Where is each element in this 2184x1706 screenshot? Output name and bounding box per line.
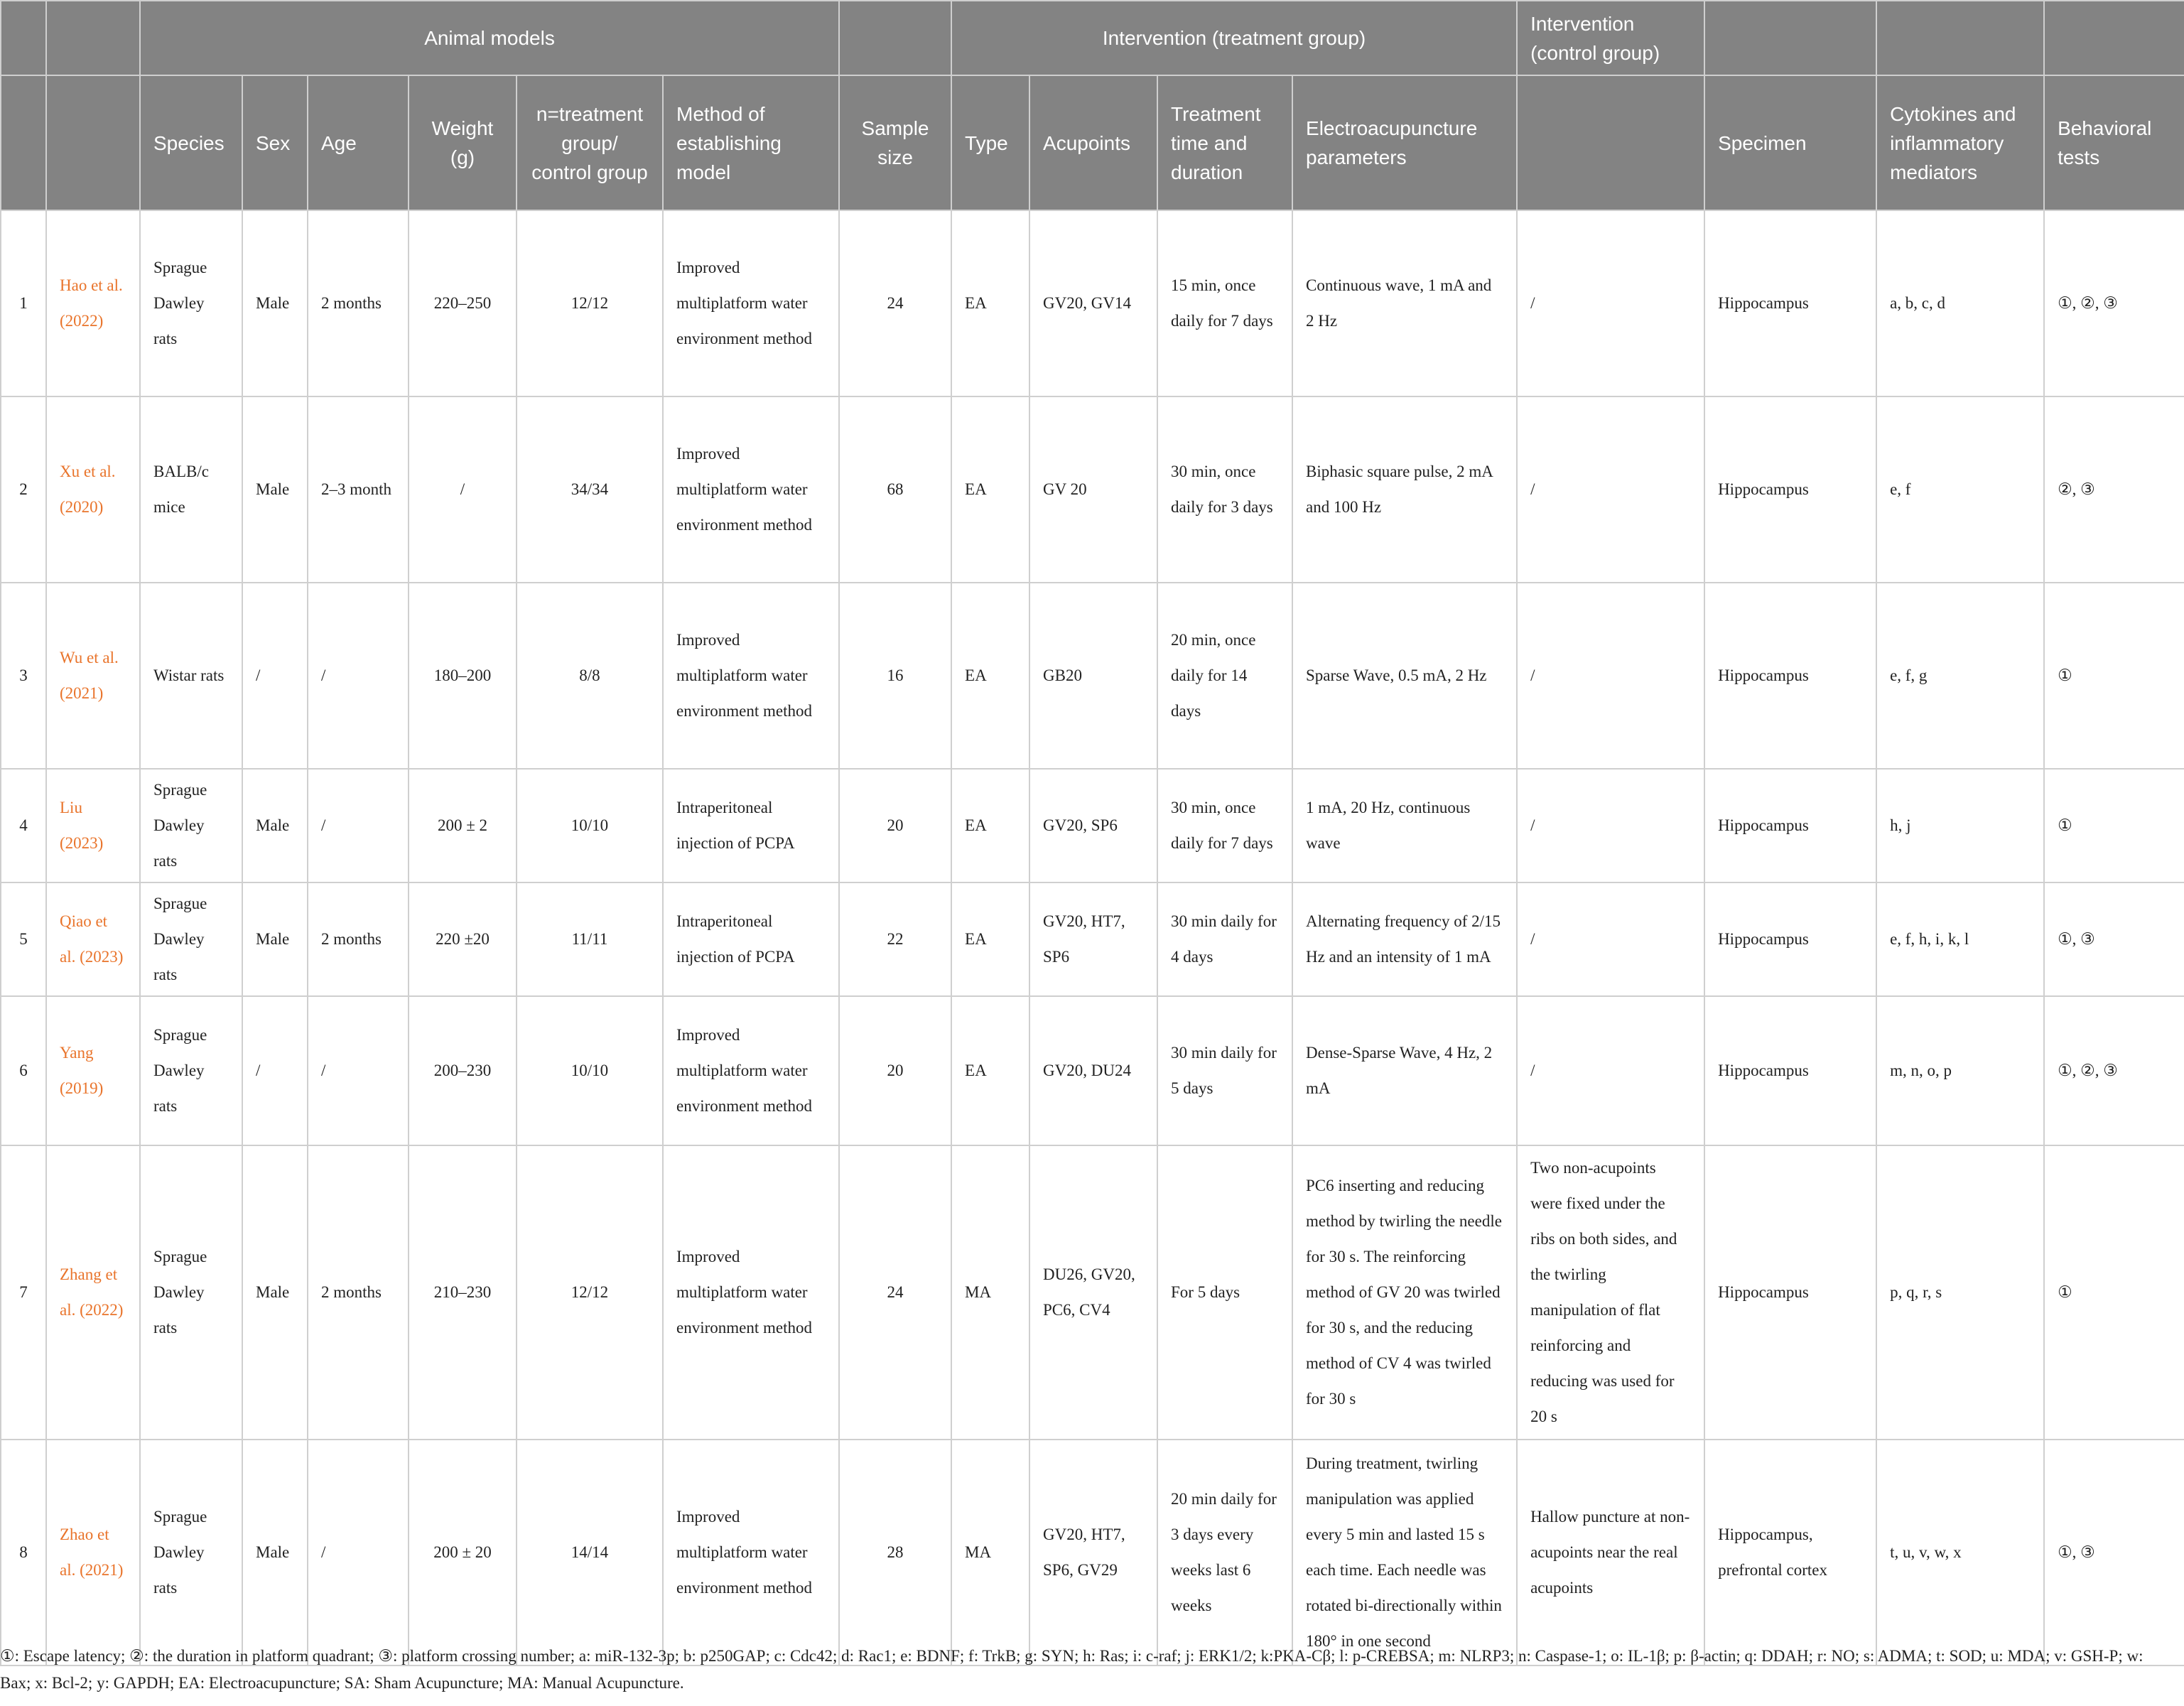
column-header-sex: Sex <box>242 75 308 210</box>
acupoints-cell: GV20, HT7, SP6, GV29 <box>1029 1440 1157 1665</box>
species-cell: BALB/c mice <box>140 396 242 583</box>
column-header-specimen: Specimen <box>1704 75 1876 210</box>
model-method-cell: Improved multiplatform water environment method <box>663 210 839 396</box>
acupoints-cell: GV20, SP6 <box>1029 769 1157 882</box>
header-intervention-treatment: Intervention (treatment group) <box>951 1 1517 75</box>
acupoints-cell: DU26, GV20, PC6, CV4 <box>1029 1145 1157 1440</box>
specimen-cell: Hippocampus <box>1704 882 1876 996</box>
sample-size-cell: 22 <box>839 882 951 996</box>
cytokines-cell: e, f, h, i, k, l <box>1876 882 2044 996</box>
control-intervention-cell: Two non-acupoints were fixed under the ribs on both sides, and the twirling manipulation of flat reinforcing and reducing was used for 20 s <box>1517 1145 1704 1440</box>
study-author-link[interactable]: Yang (2019) <box>46 996 140 1145</box>
study-number-cell: 7 <box>1 1145 46 1440</box>
behavioral-tests-cell: ①, ②, ③ <box>2044 996 2184 1145</box>
study-author-link[interactable]: Qiao et al. (2023) <box>46 882 140 996</box>
model-method-cell: Improved multiplatform water environment method <box>663 396 839 583</box>
column-header-acupoints: Acupoints <box>1029 75 1157 210</box>
treatment-time-cell: 20 min, once daily for 14 days <box>1157 583 1292 769</box>
model-method-cell: Improved multiplatform water environment method <box>663 583 839 769</box>
study-author-link[interactable]: Hao et al. (2022) <box>46 210 140 396</box>
cytokines-cell: p, q, r, s <box>1876 1145 2044 1440</box>
header-blank-sample <box>839 1 951 75</box>
header-blank-specimen <box>1704 1 1876 75</box>
cytokines-cell: e, f, g <box>1876 583 2044 769</box>
group-size-cell: 10/10 <box>517 769 663 882</box>
cytokines-cell: m, n, o, p <box>1876 996 2044 1145</box>
group-size-cell: 14/14 <box>517 1440 663 1665</box>
weight-cell: 210–230 <box>409 1145 517 1440</box>
header-animal-models: Animal models <box>140 1 839 75</box>
column-header-weight: Weight (g) <box>409 75 517 210</box>
study-number-cell: 1 <box>1 210 46 396</box>
ea-parameters-cell: 1 mA, 20 Hz, continuous wave <box>1292 769 1517 882</box>
species-cell: Sprague Dawley rats <box>140 1145 242 1440</box>
weight-cell: 220 ±20 <box>409 882 517 996</box>
behavioral-tests-cell: ①, ③ <box>2044 882 2184 996</box>
group-size-cell: 11/11 <box>517 882 663 996</box>
ea-parameters-cell: During treatment, twirling manipulation was applied every 5 min and lasted 15 s each time. Each needle was rotated bi-directionally within 180° in one second <box>1292 1440 1517 1665</box>
header-blank-cytokines <box>1876 1 2044 75</box>
treatment-time-cell: 30 min daily for 5 days <box>1157 996 1292 1145</box>
study-author-link[interactable]: Zhao et al. (2021) <box>46 1440 140 1665</box>
species-cell: Sprague Dawley rats <box>140 210 242 396</box>
control-intervention-cell: / <box>1517 996 1704 1145</box>
group-size-cell: 8/8 <box>517 583 663 769</box>
study-author-link[interactable]: Zhang et al. (2022) <box>46 1145 140 1440</box>
age-cell: 2–3 month <box>308 396 409 583</box>
column-header-ea-parameters: Electroacupuncture parameters <box>1292 75 1517 210</box>
species-cell: Sprague Dawley rats <box>140 996 242 1145</box>
treatment-time-cell: For 5 days <box>1157 1145 1292 1440</box>
intervention-type-cell: MA <box>951 1440 1029 1665</box>
specimen-cell: Hippocampus <box>1704 210 1876 396</box>
sex-cell: Male <box>242 396 308 583</box>
study-number-cell: 3 <box>1 583 46 769</box>
study-author-link[interactable]: Liu (2023) <box>46 769 140 882</box>
behavioral-tests-cell: ①, ②, ③ <box>2044 210 2184 396</box>
column-header-cytokines: Cytokines and inflammatory mediators <box>1876 75 2044 210</box>
sex-cell: / <box>242 996 308 1145</box>
sample-size-cell: 24 <box>839 210 951 396</box>
specimen-cell: Hippocampus <box>1704 583 1876 769</box>
column-header-type: Type <box>951 75 1029 210</box>
intervention-type-cell: EA <box>951 210 1029 396</box>
treatment-time-cell: 20 min daily for 3 days every weeks last 6 weeks <box>1157 1440 1292 1665</box>
sample-size-cell: 16 <box>839 583 951 769</box>
column-header-author <box>46 75 140 210</box>
table-row <box>1 769 2184 882</box>
study-number-cell: 5 <box>1 882 46 996</box>
behavioral-tests-cell: ① <box>2044 769 2184 882</box>
column-header-method: Method of establishing model <box>663 75 839 210</box>
sample-size-cell: 20 <box>839 996 951 1145</box>
header-blank-number <box>1 1 46 75</box>
sex-cell: Male <box>242 1145 308 1440</box>
group-size-cell: 34/34 <box>517 396 663 583</box>
behavioral-tests-cell: ① <box>2044 583 2184 769</box>
study-number-cell: 8 <box>1 1440 46 1665</box>
column-header-treatment-time: Treatment time and duration <box>1157 75 1292 210</box>
column-header-sample-size: Sample size <box>839 75 951 210</box>
table-row <box>1 1440 2184 1665</box>
sample-size-cell: 24 <box>839 1145 951 1440</box>
sample-size-cell: 68 <box>839 396 951 583</box>
model-method-cell: Improved multiplatform water environment method <box>663 1145 839 1440</box>
sex-cell: Male <box>242 1440 308 1665</box>
behavioral-tests-cell: ②, ③ <box>2044 396 2184 583</box>
age-cell: 2 months <box>308 1145 409 1440</box>
study-number-cell: 2 <box>1 396 46 583</box>
control-intervention-cell: / <box>1517 583 1704 769</box>
model-method-cell: Improved multiplatform water environment method <box>663 996 839 1145</box>
column-header-behavioral: Behavioral tests <box>2044 75 2184 210</box>
table-row <box>1 1145 2184 1440</box>
control-intervention-cell: Hallow puncture at non-acupoints near the real acupoints <box>1517 1440 1704 1665</box>
intervention-type-cell: EA <box>951 396 1029 583</box>
weight-cell: 220–250 <box>409 210 517 396</box>
specimen-cell: Hippocampus <box>1704 396 1876 583</box>
column-header-control <box>1517 75 1704 210</box>
sex-cell: Male <box>242 882 308 996</box>
table-row <box>1 396 2184 583</box>
treatment-time-cell: 30 min, once daily for 7 days <box>1157 769 1292 882</box>
acupoints-cell: GV20, HT7, SP6 <box>1029 882 1157 996</box>
cytokines-cell: e, f <box>1876 396 2044 583</box>
table-row <box>1 210 2184 396</box>
intervention-type-cell: EA <box>951 583 1029 769</box>
species-cell: Wistar rats <box>140 583 242 769</box>
study-author-link[interactable]: Xu et al. (2020) <box>46 396 140 583</box>
ea-parameters-cell: Sparse Wave, 0.5 mA, 2 Hz <box>1292 583 1517 769</box>
group-size-cell: 10/10 <box>517 996 663 1145</box>
group-size-cell: 12/12 <box>517 1145 663 1440</box>
age-cell: 2 months <box>308 210 409 396</box>
intervention-type-cell: EA <box>951 769 1029 882</box>
ea-parameters-cell: Biphasic square pulse, 2 mA and 100 Hz <box>1292 396 1517 583</box>
species-cell: Sprague Dawley rats <box>140 1440 242 1665</box>
study-author-link[interactable]: Wu et al. (2021) <box>46 583 140 769</box>
behavioral-tests-cell: ①, ③ <box>2044 1440 2184 1665</box>
ea-parameters-cell: Dense-Sparse Wave, 4 Hz, 2 mA <box>1292 996 1517 1145</box>
age-cell: / <box>308 769 409 882</box>
treatment-time-cell: 15 min, once daily for 7 days <box>1157 210 1292 396</box>
study-number-cell: 4 <box>1 769 46 882</box>
specimen-cell: Hippocampus <box>1704 769 1876 882</box>
weight-cell: / <box>409 396 517 583</box>
control-intervention-cell: / <box>1517 769 1704 882</box>
control-intervention-cell: / <box>1517 882 1704 996</box>
cytokines-cell: a, b, c, d <box>1876 210 2044 396</box>
control-intervention-cell: / <box>1517 396 1704 583</box>
ea-parameters-cell: PC6 inserting and reducing method by twirling the needle for 30 s. The reinforcing method of GV 20 was twirled for 30 s, and the reducing method of CV 4 was twirled for 30 s <box>1292 1145 1517 1440</box>
acupoints-cell: GV20, GV14 <box>1029 210 1157 396</box>
treatment-time-cell: 30 min daily for 4 days <box>1157 882 1292 996</box>
age-cell: / <box>308 583 409 769</box>
study-number-cell: 6 <box>1 996 46 1145</box>
column-header-row <box>1 75 2184 210</box>
table-row <box>1 882 2184 996</box>
table-row <box>1 583 2184 769</box>
intervention-type-cell: EA <box>951 882 1029 996</box>
cytokines-cell: t, u, v, w, x <box>1876 1440 2044 1665</box>
specimen-cell: Hippocampus <box>1704 1145 1876 1440</box>
specimen-cell: Hippocampus, prefrontal cortex <box>1704 1440 1876 1665</box>
table-row <box>1 996 2184 1145</box>
header-blank-author <box>46 1 140 75</box>
weight-cell: 180–200 <box>409 583 517 769</box>
age-cell: / <box>308 996 409 1145</box>
sex-cell: Male <box>242 769 308 882</box>
species-cell: Sprague Dawley rats <box>140 882 242 996</box>
weight-cell: 200 ± 2 <box>409 769 517 882</box>
column-header-n: n=treatment group/ control group <box>517 75 663 210</box>
acupoints-cell: GV20, DU24 <box>1029 996 1157 1145</box>
group-header-row <box>1 1 2184 75</box>
column-header-number <box>1 75 46 210</box>
age-cell: 2 months <box>308 882 409 996</box>
sex-cell: / <box>242 583 308 769</box>
treatment-time-cell: 30 min, once daily for 3 days <box>1157 396 1292 583</box>
ea-parameters-cell: Continuous wave, 1 mA and 2 Hz <box>1292 210 1517 396</box>
header-intervention-control: Intervention (control group) <box>1517 1 1704 75</box>
intervention-type-cell: EA <box>951 996 1029 1145</box>
table-footnote: ①: Escape latency; ②: the duration in platform quadrant; ③: platform crossing number; a: miR-132-3p; b: p250GAP; c: Cdc42; d: Rac1; e: BDNF; f: TrkB; g: SYN; h: Ras; i: c-raf; j: ERK1/2; k:PKA-Cβ; l: p-CREBSA; m: NLRP3; n: Caspase-1; o: IL-1β; p: β-actin; q: DDAH; r: NO; s: ADMA; t: SOD; u: MDA; v: GSH-P; w: Bax; x: Bcl-2; y: GAPDH; EA: Electroacupuncture; SA: Sham Acupuncture; MA: Manual Acupuncture. <box>0 1647 2144 1692</box>
cytokines-cell: h, j <box>1876 769 2044 882</box>
ea-parameters-cell: Alternating frequency of 2/15 Hz and an intensity of 1 mA <box>1292 882 1517 996</box>
sample-size-cell: 28 <box>839 1440 951 1665</box>
group-size-cell: 12/12 <box>517 210 663 396</box>
intervention-type-cell: MA <box>951 1145 1029 1440</box>
species-cell: Sprague Dawley rats <box>140 769 242 882</box>
behavioral-tests-cell: ① <box>2044 1145 2184 1440</box>
age-cell: / <box>308 1440 409 1665</box>
model-method-cell: Intraperitoneal injection of PCPA <box>663 882 839 996</box>
sample-size-cell: 20 <box>839 769 951 882</box>
header-blank-behavioral <box>2044 1 2184 75</box>
model-method-cell: Intraperitoneal injection of PCPA <box>663 769 839 882</box>
acupoints-cell: GV 20 <box>1029 396 1157 583</box>
weight-cell: 200–230 <box>409 996 517 1145</box>
column-header-species: Species <box>140 75 242 210</box>
weight-cell: 200 ± 20 <box>409 1440 517 1665</box>
model-method-cell: Improved multiplatform water environment method <box>663 1440 839 1665</box>
control-intervention-cell: / <box>1517 210 1704 396</box>
column-header-age: Age <box>308 75 409 210</box>
acupoints-cell: GB20 <box>1029 583 1157 769</box>
sex-cell: Male <box>242 210 308 396</box>
specimen-cell: Hippocampus <box>1704 996 1876 1145</box>
